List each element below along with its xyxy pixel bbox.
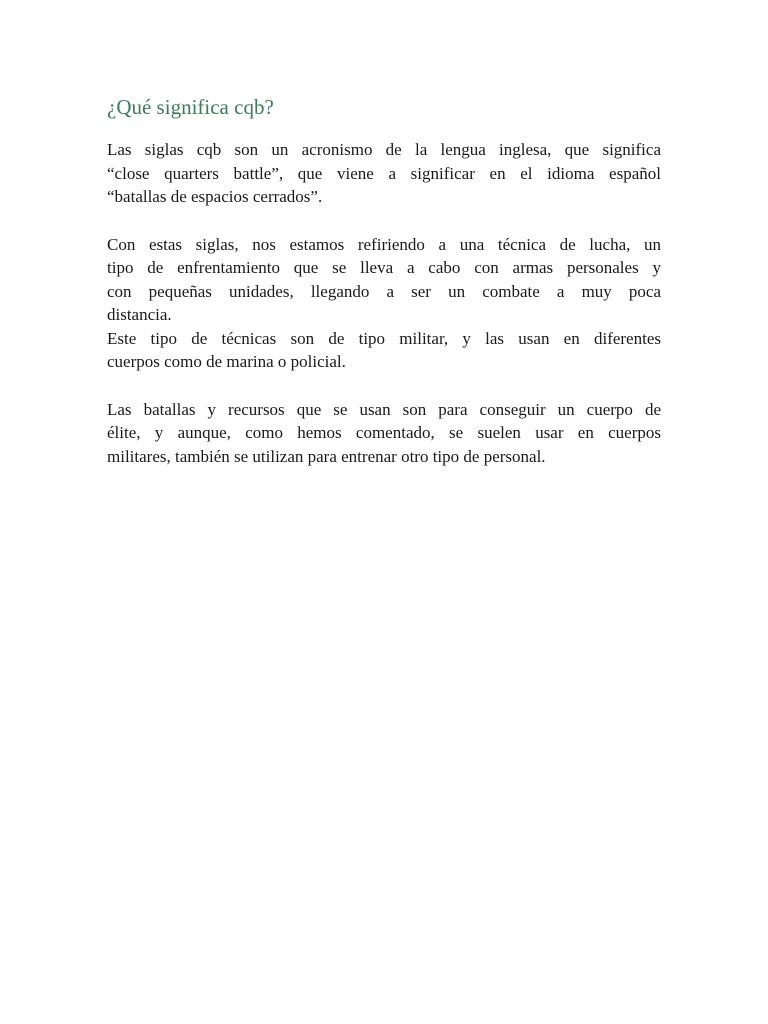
paragraph-definition: [107, 138, 661, 209]
paragraph-resources: [107, 398, 661, 469]
paragraph-line: tipo de enfrentamiento que se lleva a cabo con armas personales y: [107, 258, 661, 277]
paragraph-line: “batallas de espacios cerrados”.: [107, 187, 323, 206]
paragraph-line: militares, también se utilizan para entrenar otro tipo de personal.: [107, 446, 546, 466]
paragraph-line: Con estas siglas, nos estamos refiriendo a una técnica de lucha, un: [107, 234, 661, 254]
document-content: [107, 92, 661, 468]
paragraph-line: con pequeñas unidades, llegando a ser un combate a muy poca: [107, 281, 661, 301]
paragraph-spacer: [107, 374, 661, 398]
document-title: ¿Qué significa cqb?: [107, 95, 274, 119]
paragraph-line: Este tipo de técnicas son de tipo militar, y las usan en diferentes: [107, 328, 661, 348]
paragraph-line: élite, y aunque, como hemos comentado, se suelen usar en cuerpos: [107, 423, 661, 442]
paragraph-line: Las siglas cqb son un acronismo de la lengua inglesa, que significa: [107, 140, 661, 159]
paragraph-technique: [107, 233, 661, 327]
paragraph-line: Las batallas y recursos que se usan son para conseguir un cuerpo de: [107, 399, 661, 419]
paragraph-line: “close quarters battle”, que viene a significar en el idioma español: [107, 163, 661, 183]
paragraph-spacer: [107, 209, 661, 233]
paragraph-line: distancia.: [107, 305, 172, 324]
paragraph-military: [107, 327, 661, 374]
paragraph-line: cuerpos como de marina o policial.: [107, 352, 346, 371]
